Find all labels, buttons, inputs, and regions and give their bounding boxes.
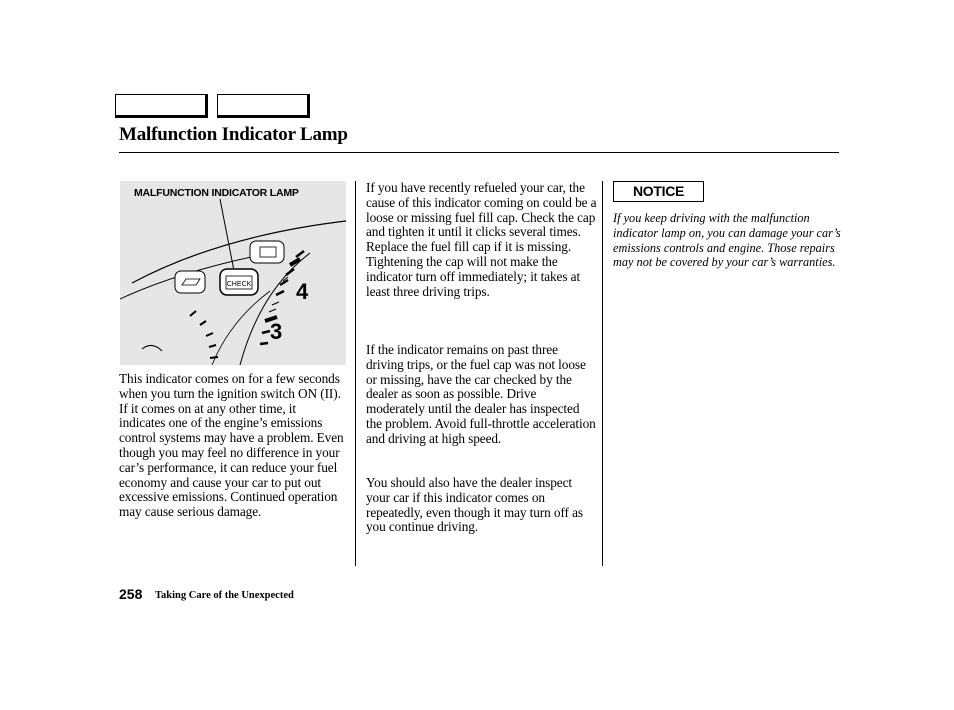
svg-text:CHECK: CHECK (226, 281, 252, 288)
nav-button-main-menu[interactable] (115, 94, 208, 118)
battery-icon (250, 241, 284, 263)
section-name: Taking Care of the Unexpected (155, 590, 294, 601)
nav-button-index[interactable] (217, 94, 310, 118)
refuel-paragraph: If you have recently refueled your car, the cause of this indicator coming on could be a loose or missing fuel fill cap. Check the cap and tighten it until it clicks several times. Replace the fuel fill cap if it is missing. Tightening the cap will not make the indicator turn off immediately; it takes at least three driving trips. (366, 180, 597, 299)
gauge-drawing (120, 181, 346, 365)
svg-text:4: 4 (296, 279, 309, 304)
instrument-panel-illustration (120, 181, 346, 365)
column-divider (602, 181, 603, 566)
svg-text:3: 3 (270, 319, 283, 344)
page-number: 258 (119, 586, 143, 602)
column-divider (355, 181, 356, 566)
dealer-check-paragraph: If the indicator remains on past three driving trips, or the fuel cap was not loose or missing, have the car checked by the dealer as soon as possible. Drive moderately until the dealer has inspected the problem. Avoid full-throttle acceleration and driving at high speed. (366, 342, 596, 446)
repeated-indicator-paragraph: You should also have the dealer inspect your car if this indicator comes on repeatedly, even though it may turn off as you continue driving. (366, 475, 583, 535)
page-title: Malfunction Indicator Lamp (119, 124, 348, 145)
notice-label: NOTICE (613, 181, 704, 202)
title-divider (119, 152, 839, 153)
oil-pressure-icon (175, 271, 205, 293)
notice-text: If you keep driving with the malfunction indicator lamp on, you can damage your car’s emissions controls and engine. Those repairs may not be covered by your car’s warranties. (613, 211, 841, 270)
figure-label: MALFUNCTION INDICATOR LAMP (134, 187, 299, 199)
intro-paragraph: This indicator comes on for a few seconds when you turn the ignition switch ON (II). If it comes on at any other time, it indicates one of the engine’s emissions control systems may have a problem. Even though you may feel no difference in your car’s performance, it can reduce your fuel economy and cause your car to put out excessive emissions. Continued operation may cause serious damage. (119, 371, 344, 520)
